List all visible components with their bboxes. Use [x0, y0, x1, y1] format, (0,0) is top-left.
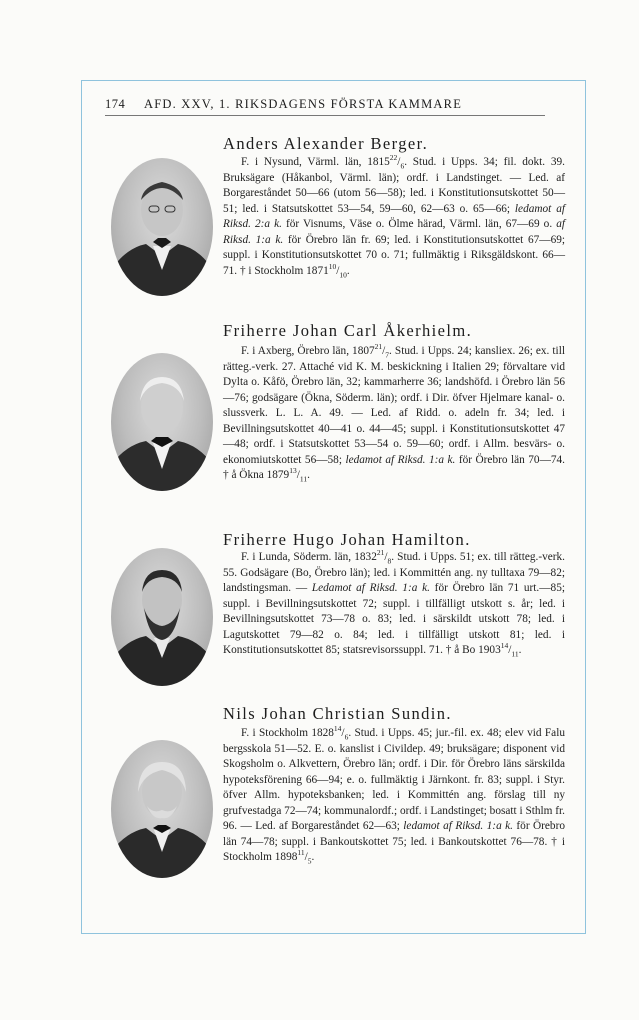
biography-paragraph: F. i Nysund, Värml. län, $1815^{22}/_6$. Stud. i Upps. 34; fil. dokt. 39. Bruksägare (Håkanbol, Värml. län); ordf. i Landstinget. — Led. af Borgareståndet 50—66 (utom 56—58); led. i Konstitutionsutskottet 50—51; led. i Statsutskottet 53—54, 59—60, 62—63 o. 65—66; ledamot af Riksd. 2:a k. för Visnums, Väse o. Ölme härad, Värml. län, 67—69 o. af Riksd. 1:a k. för Örebro län fr. 69; led. i Konstitutionsutskottet 67—69; suppl. i Konstitutionsutskottet 70 o. 71; fullmäktig i Riksgäldskont. 66—71. † i Stockholm $1871^{10}/_{10}$.: [223, 153, 566, 279]
portrait-photo: [111, 158, 213, 296]
person-name: Friherre Hugo Johan Hamilton.: [223, 530, 471, 549]
person-name: Nils Johan Christian Sundin.: [223, 704, 452, 723]
portrait-photo: [111, 353, 213, 491]
biography-text: [223, 550, 565, 659]
biography-paragraph: F. i Axberg, Örebro län, $1807^{21}/_7$. Stud. i Upps. 24; kansliex. 26; ex. till rätteg.-verk. 27. Attaché vid K. M. beskickning i Italien 29; förvaltare vid Dylta o. Kåfö, Örebro län, 32; kammarherre 36; landshöfd. i Örebro län 56—76; godsägare (Ökna, Söderm. län); ordf. i Dir. öfver Hjelmare kanal- o. slussverk. L. L. A. 49. — Led. af Ridd. o. adeln fr. 34; led. i Bevillningsutskottet 40—41 o. 44—45; suppl. i Konstitutionsutskottet 47—48; ordf. i Statsutskottet 53—54 o. 59—60; ordf. i Allm. besvärs- o. ekonomiutskottet 56—58; ledamot af Riksd. 1:a k. för Örebro län 70—74. † å Ökna $1879^{13}/_{11}$.: [223, 342, 565, 484]
running-title: AFD. XXV, 1. RIKSDAGENS FÖRSTA KAMMARE: [144, 97, 463, 111]
biography-text: [223, 726, 565, 866]
biography-paragraph: F. i Stockholm $1828^{14}/_6$. Stud. i Upps. 45; jur.-fil. ex. 48; elev vid Falu bergsskola 51—52. E. o. kanslist i Civildep. 49; bruksägare; disponent vid Skogsholm o. Alkvettern, Örebro län; ordf. i Dir. för Örebro läns särskilda hypoteksförening 66—94; e. o. fullmäktig i Järnkont. fr. 83; suppl. i Styr. öfver Allm. hypoteksbanken; led. i Kommittén ang. förslag till ny grufvestadga 72—74; kommunalordf.; ordf. i Landstinget; bosatt i Sthlm fr. 96. — Led. af Borgareståndet 62—63; ledamot af Riksd. 1:a k. för Örebro län 74—78; suppl. i Bankoutskottet 75; led. i Bankoutskottet 76—78. † i Stockholm $1898^{11}/_5$.: [223, 724, 565, 866]
portrait-photo: [111, 740, 213, 878]
header-rule: [105, 115, 545, 116]
person-name: Friherre Johan Carl Åkerhielm.: [223, 321, 473, 340]
portrait-photo: [111, 548, 213, 686]
biography-paragraph: F. i Lunda, Söderm. län, $1832^{21}/_8$. Stud. i Upps. 51; ex. till rätteg.-verk. 55. Godsägare (Bo, Örebro län); led. i Kommittén ang. ny tulltaxa 79—82; landstingsman. — Ledamot af Riksd. 1:a k. för Örebro län 71 urt.—85; suppl. i Bevillningsutskottet 72; suppl. i tillfälligt utskott s. år; led. i Bevillningsutskottet 73—78 o. 83; led. i särskildt utskott 78; led. i Lagutskottet 79—82 o. 84; led. i tillfälligt utskott 81; led. i Konstitutionsutskottet 85; statsrevisorssuppl. 71. † å Bo $1903^{14}/_{11}$.: [223, 548, 565, 659]
biography-text: [223, 155, 565, 279]
person-name: Anders Alexander Berger.: [223, 134, 429, 153]
biography-text: [223, 344, 565, 484]
page-number: 174: [105, 97, 126, 111]
page-header: [105, 95, 545, 115]
